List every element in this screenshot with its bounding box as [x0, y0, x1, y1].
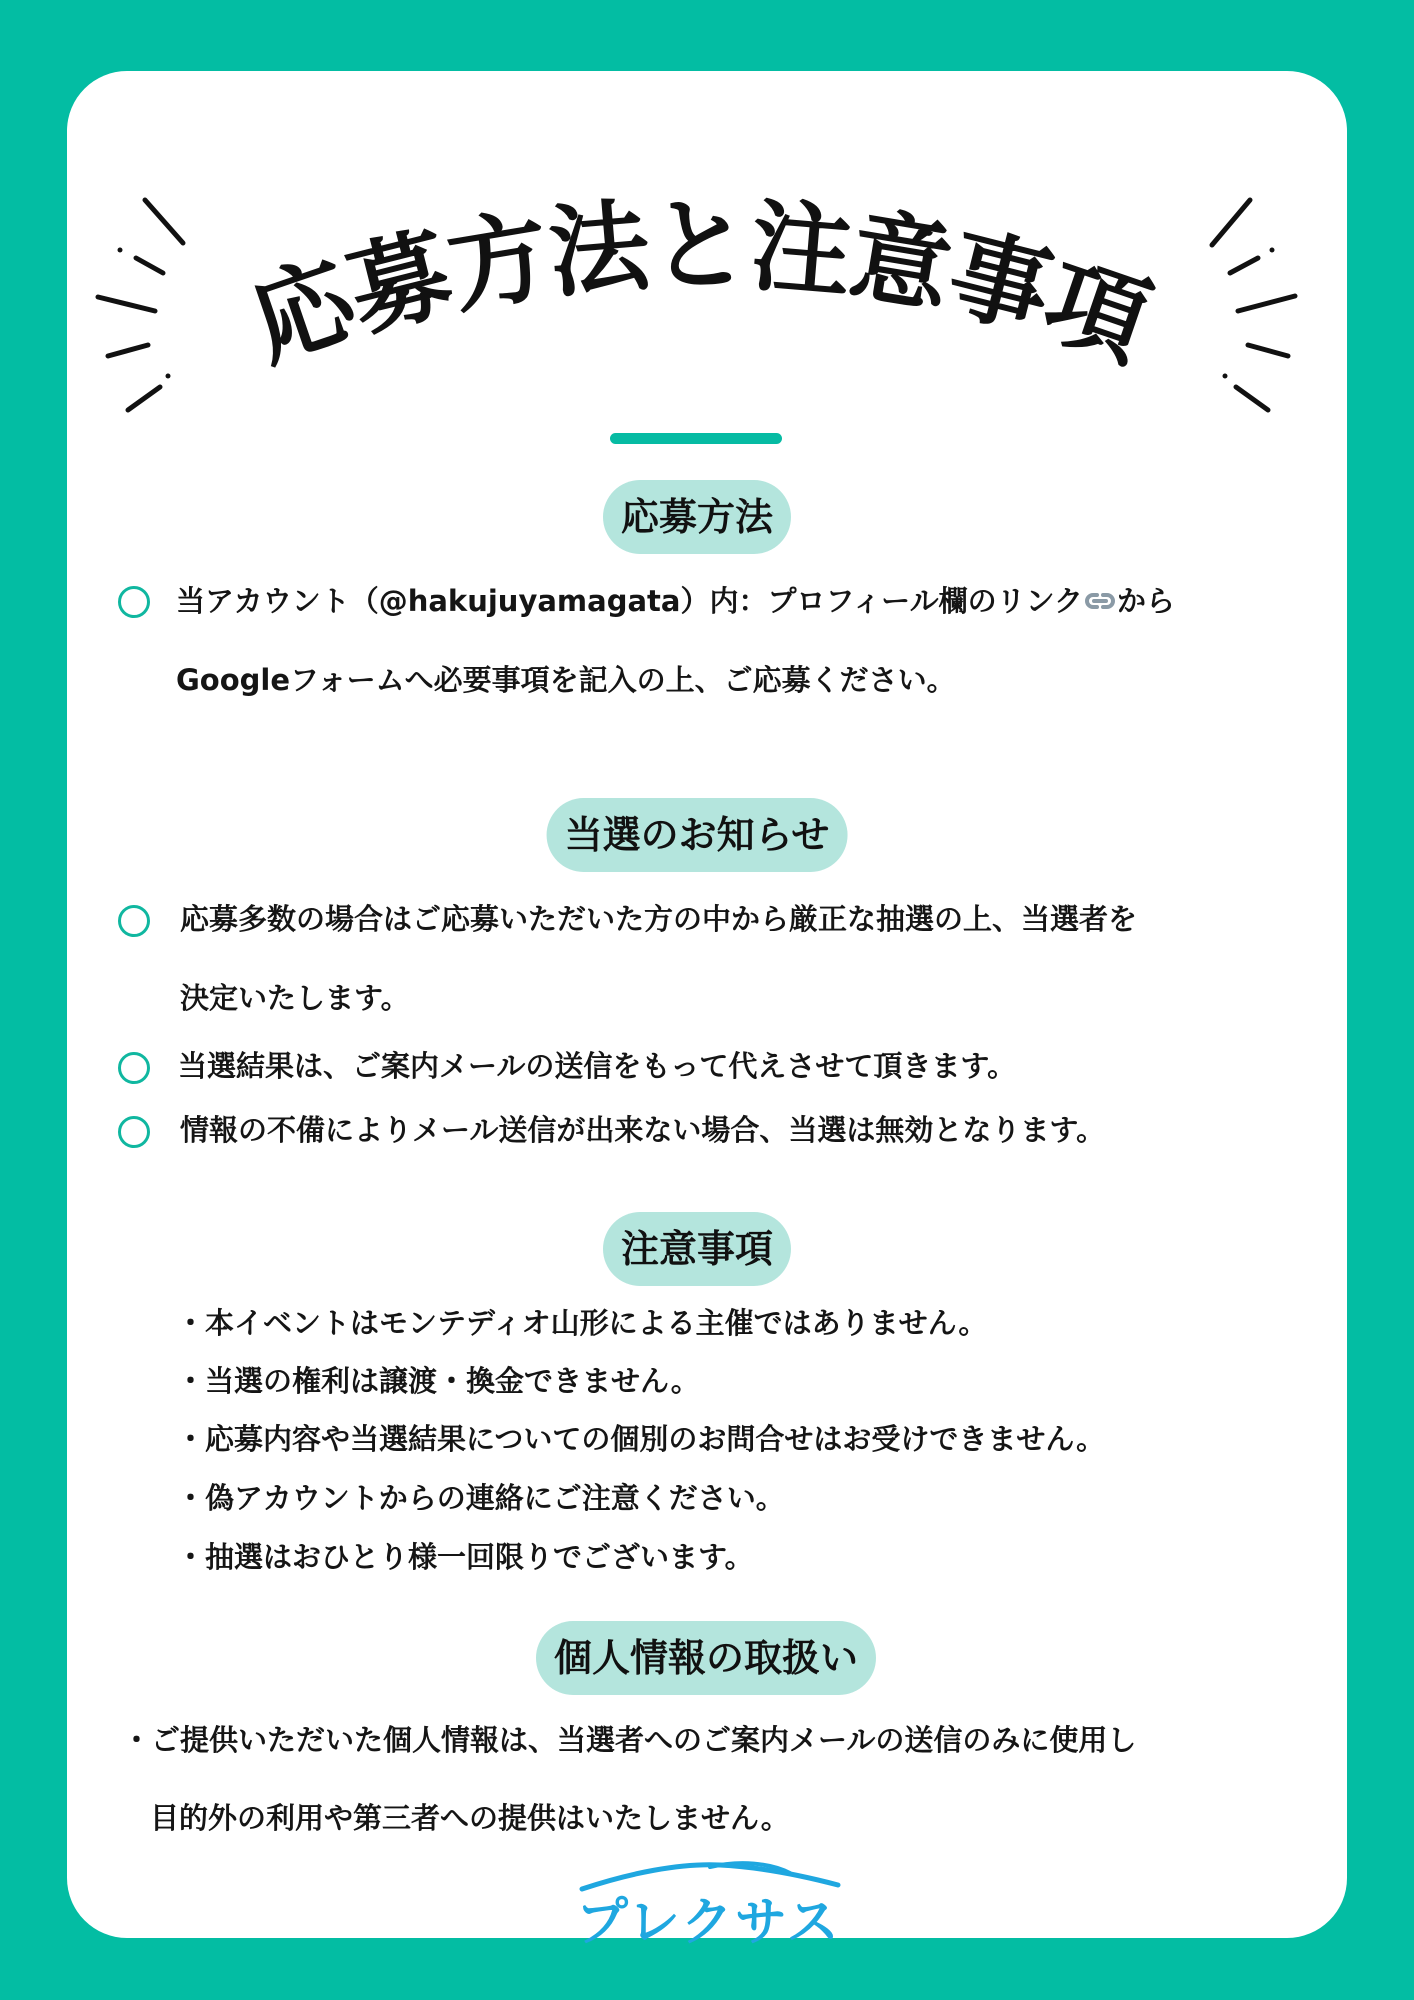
title-char: と — [650, 187, 750, 304]
title-char: 意 — [842, 196, 961, 329]
apply-line-1 — [176, 584, 1175, 620]
notes-item: ・当選の権利は譲渡・換金できません。 — [176, 1364, 700, 1398]
section-heading-notes: 注意事項 — [603, 1212, 791, 1286]
apply-line-1-suffix: から — [1116, 584, 1175, 618]
notes-item: ・応募内容や当選結果についての個別のお問合せはお受けできません。 — [176, 1422, 1106, 1456]
title-area — [0, 0, 1414, 420]
section-heading-apply: 応募方法 — [603, 480, 791, 554]
winner-item-2: 当選結果は、ご案内メールの送信をもって代えさせて頂きます。 — [178, 1049, 1017, 1083]
winner-item-1-line-2: 決定いたします。 — [180, 981, 410, 1015]
apply-line-2: Googleフォームへ必要事項を記入の上、ご応募ください。 — [176, 663, 956, 697]
left-burst-icon — [98, 200, 183, 410]
page-title — [237, 187, 1163, 383]
title-char: 応 — [236, 240, 370, 384]
notes-item: ・抽選はおひとり様一回限りでございます。 — [176, 1540, 754, 1574]
winner-item-1-line-1: 応募多数の場合はご応募いただいた方の中から厳正な抽選の上、当選者を — [180, 902, 1138, 936]
title-divider — [610, 433, 782, 444]
circle-bullet-icon — [118, 1116, 150, 1148]
privacy-line-2: 目的外の利用や第三者への提供はいたしません。 — [150, 1801, 790, 1835]
notes-item: ・本イベントはモンテディオ山形による主催ではありません。 — [176, 1306, 988, 1340]
apply-line-1-text: 当アカウント（@hakujuyamagata）内：プロフィール欄のリンク — [176, 584, 1083, 618]
title-char: 募 — [337, 213, 463, 352]
title-char: 注 — [746, 187, 856, 313]
brand-logo: プレクサス — [576, 1893, 841, 1953]
link-icon — [1083, 586, 1117, 620]
circle-bullet-icon — [118, 1052, 150, 1084]
title-char: 法 — [544, 187, 654, 313]
privacy-line-1: ・ご提供いただいた個人情報は、当選者へのご案内メールの送信のみに使用し — [122, 1723, 1137, 1757]
title-char: 項 — [1030, 240, 1164, 384]
winner-item-3: 情報の不備によりメール送信が出来ない場合、当選は無効となります。 — [180, 1113, 1106, 1147]
right-burst-icon — [1212, 200, 1295, 410]
title-char: 方 — [439, 196, 558, 329]
section-heading-winner: 当選のお知らせ — [547, 798, 848, 872]
title-char: 事 — [937, 213, 1063, 352]
circle-bullet-icon — [118, 586, 150, 618]
section-heading-privacy: 個人情報の取扱い — [536, 1621, 876, 1695]
circle-bullet-icon — [118, 905, 150, 937]
notes-item: ・偽アカウントからの連絡にご注意ください。 — [176, 1481, 785, 1515]
